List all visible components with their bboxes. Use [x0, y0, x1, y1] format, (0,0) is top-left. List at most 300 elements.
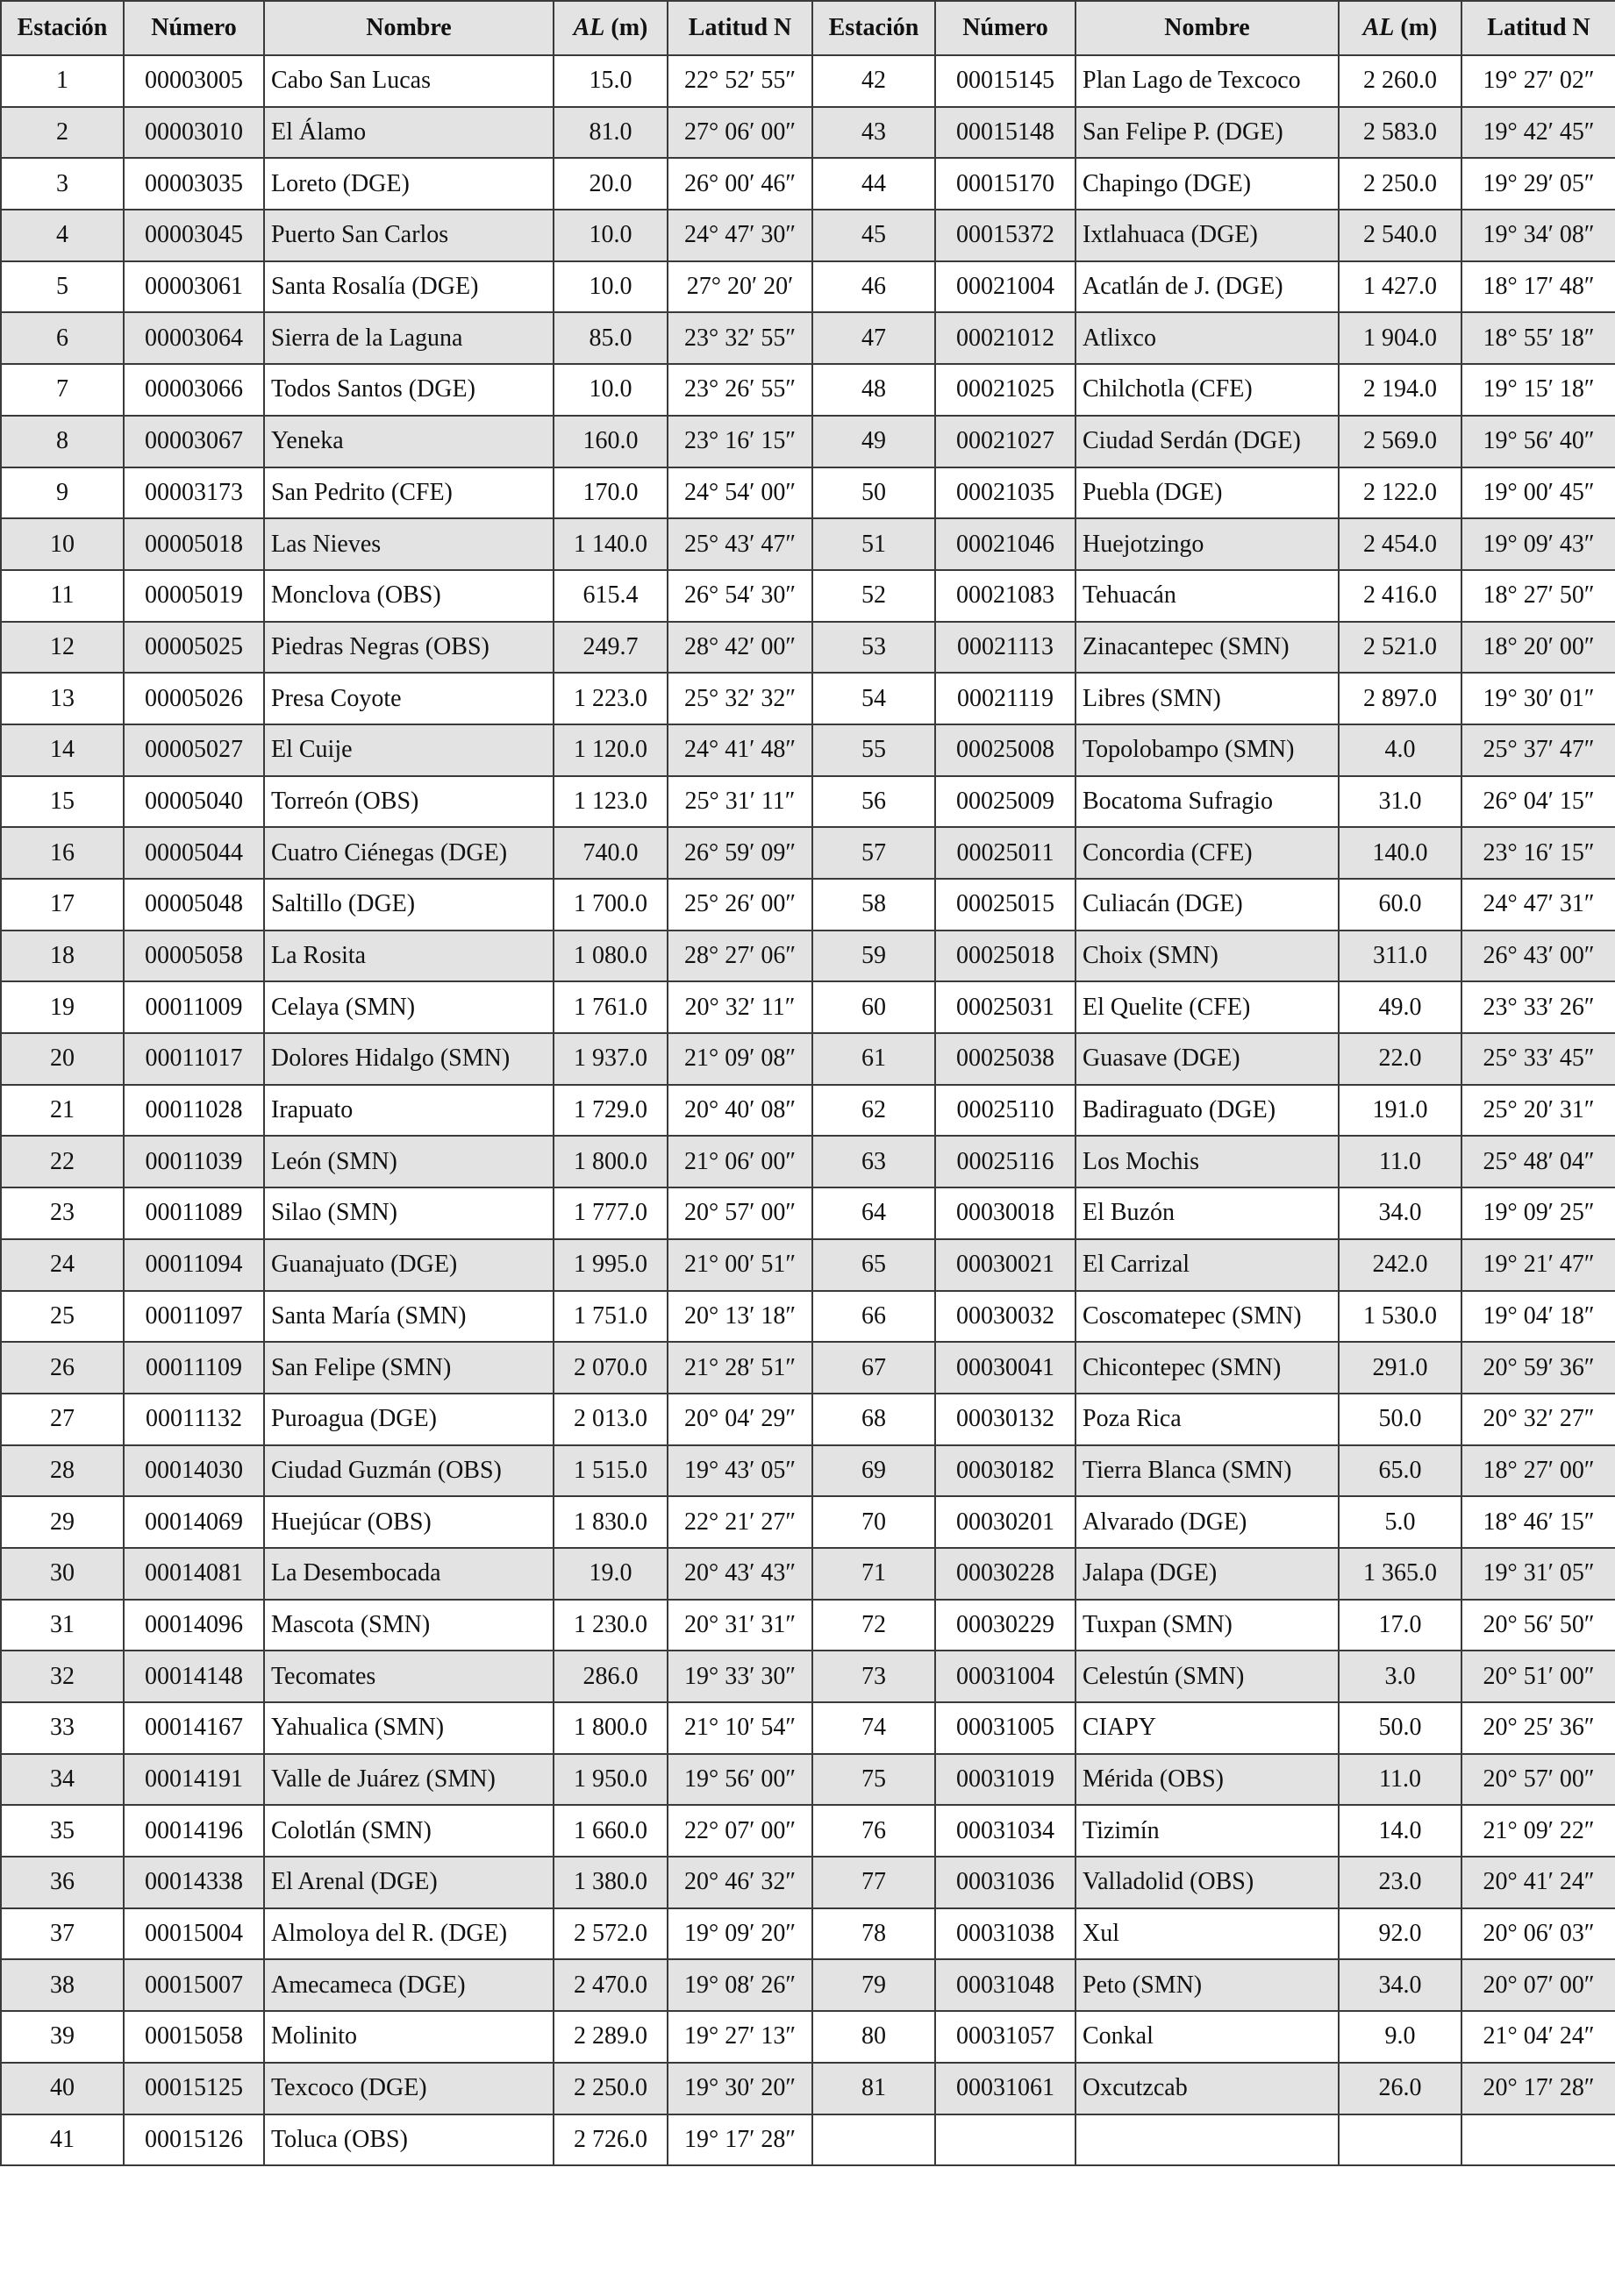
left-estacion-cell: 17 [1, 879, 124, 931]
left-numero-cell: 00014030 [124, 1445, 264, 1497]
left-nombre-cell: Torreón (OBS) [264, 776, 554, 828]
left-nombre-cell: La Desembocada [264, 1548, 554, 1600]
right-estacion-cell: 64 [812, 1187, 935, 1239]
left-altitude-cell: 1 830.0 [554, 1496, 668, 1548]
right-altitude-cell: 291.0 [1339, 1342, 1461, 1394]
right-nombre-cell: Huejotzingo [1075, 518, 1339, 570]
left-numero-cell: 00011039 [124, 1136, 264, 1187]
left-altitude-cell: 2 289.0 [554, 2011, 668, 2063]
left-nombre-cell: Yeneka [264, 416, 554, 467]
table-row [1, 416, 1615, 467]
right-numero-cell: 00025018 [935, 931, 1075, 982]
right-estacion-cell: 55 [812, 724, 935, 776]
right-nombre-cell: Zinacantepec (SMN) [1075, 622, 1339, 674]
right-numero-cell: 00031061 [935, 2063, 1075, 2114]
left-estacion-cell: 16 [1, 827, 124, 879]
left-latitud-cell: 19° 08′ 26″ [668, 1959, 812, 2011]
right-nombre-cell: El Quelite (CFE) [1075, 981, 1339, 1033]
table-row [1, 2114, 1615, 2166]
left-estacion-cell: 28 [1, 1445, 124, 1497]
left-latitud-cell: 19° 30′ 20″ [668, 2063, 812, 2114]
right-estacion-cell: 50 [812, 467, 935, 519]
left-nombre-cell: Guanajuato (DGE) [264, 1239, 554, 1291]
right-estacion-cell: 76 [812, 1805, 935, 1857]
right-altitude-cell: 2 521.0 [1339, 622, 1461, 674]
table-row [1, 622, 1615, 674]
table-row [1, 1342, 1615, 1394]
right-estacion-cell: 44 [812, 158, 935, 210]
right-nombre-cell: Chapingo (DGE) [1075, 158, 1339, 210]
left-numero-cell: 00003005 [124, 55, 264, 107]
right-latitud-cell: 23° 16′ 15″ [1461, 827, 1615, 879]
right-nombre-cell: Ixtlahuaca (DGE) [1075, 210, 1339, 261]
right-altitude-cell: 34.0 [1339, 1959, 1461, 2011]
right-numero-cell: 00030228 [935, 1548, 1075, 1600]
right-nombre-cell: El Buzón [1075, 1187, 1339, 1239]
left-latitud-cell: 23° 16′ 15″ [668, 416, 812, 467]
right-nombre-cell: Libres (SMN) [1075, 673, 1339, 724]
left-altitude-cell: 1 729.0 [554, 1085, 668, 1137]
left-latitud-cell: 20° 04′ 29″ [668, 1394, 812, 1445]
right-estacion-cell: 53 [812, 622, 935, 674]
left-numero-cell: 00015126 [124, 2114, 264, 2166]
right-estacion-cell: 51 [812, 518, 935, 570]
right-latitud-cell: 20° 06′ 03″ [1461, 1908, 1615, 1960]
right-nombre-cell: Oxcutzcab [1075, 2063, 1339, 2114]
left-latitud-cell: 19° 17′ 28″ [668, 2114, 812, 2166]
header-nombre: Nombre [264, 1, 554, 55]
right-estacion-cell: 46 [812, 261, 935, 313]
left-altitude-cell: 2 250.0 [554, 2063, 668, 2114]
right-altitude-cell: 1 427.0 [1339, 261, 1461, 313]
table-row [1, 210, 1615, 261]
left-altitude-cell: 1 995.0 [554, 1239, 668, 1291]
right-estacion-cell: 54 [812, 673, 935, 724]
left-nombre-cell: Santa María (SMN) [264, 1291, 554, 1343]
right-altitude-cell: 22.0 [1339, 1033, 1461, 1085]
table-header [1, 1, 1615, 55]
left-altitude-cell: 1 751.0 [554, 1291, 668, 1343]
left-latitud-cell: 21° 28′ 51″ [668, 1342, 812, 1394]
left-latitud-cell: 25° 32′ 32″ [668, 673, 812, 724]
left-nombre-cell: Silao (SMN) [264, 1187, 554, 1239]
right-nombre-cell: Culiacán (DGE) [1075, 879, 1339, 931]
left-nombre-cell: Monclova (OBS) [264, 570, 554, 622]
left-nombre-cell: Mascota (SMN) [264, 1600, 554, 1651]
right-nombre-cell: Puebla (DGE) [1075, 467, 1339, 519]
right-numero-cell: 00030182 [935, 1445, 1075, 1497]
table-row [1, 1136, 1615, 1187]
left-altitude-cell: 20.0 [554, 158, 668, 210]
table-row [1, 158, 1615, 210]
left-latitud-cell: 24° 54′ 00″ [668, 467, 812, 519]
right-latitud-cell: 18° 17′ 48″ [1461, 261, 1615, 313]
left-nombre-cell: Cuatro Ciénegas (DGE) [264, 827, 554, 879]
left-altitude-cell: 1 700.0 [554, 879, 668, 931]
left-numero-cell: 00005058 [124, 931, 264, 982]
table-row [1, 1033, 1615, 1085]
right-nombre-cell: Coscomatepec (SMN) [1075, 1291, 1339, 1343]
right-numero-cell: 00030201 [935, 1496, 1075, 1548]
right-altitude-cell: 242.0 [1339, 1239, 1461, 1291]
left-latitud-cell: 28° 42′ 00″ [668, 622, 812, 674]
left-nombre-cell: Saltillo (DGE) [264, 879, 554, 931]
left-latitud-cell: 23° 32′ 55″ [668, 312, 812, 364]
table-row [1, 1239, 1615, 1291]
right-latitud-cell: 19° 00′ 45″ [1461, 467, 1615, 519]
right-latitud-cell: 18° 46′ 15″ [1461, 1496, 1615, 1548]
table-body [1, 55, 1615, 2165]
left-nombre-cell: El Álamo [264, 107, 554, 159]
left-estacion-cell: 14 [1, 724, 124, 776]
right-altitude-cell: 11.0 [1339, 1136, 1461, 1187]
left-latitud-cell: 26° 54′ 30″ [668, 570, 812, 622]
right-estacion-cell: 58 [812, 879, 935, 931]
right-latitud-cell: 19° 09′ 43″ [1461, 518, 1615, 570]
left-latitud-cell: 22° 21′ 27″ [668, 1496, 812, 1548]
left-estacion-cell: 35 [1, 1805, 124, 1857]
right-altitude-cell: 3.0 [1339, 1651, 1461, 1702]
left-estacion-cell: 37 [1, 1908, 124, 1960]
left-numero-cell: 00005048 [124, 879, 264, 931]
left-altitude-cell: 85.0 [554, 312, 668, 364]
left-nombre-cell: Valle de Juárez (SMN) [264, 1754, 554, 1806]
left-estacion-cell: 38 [1, 1959, 124, 2011]
table-row [1, 1187, 1615, 1239]
left-altitude-cell: 1 937.0 [554, 1033, 668, 1085]
left-estacion-cell: 6 [1, 312, 124, 364]
right-nombre-cell: Alvarado (DGE) [1075, 1496, 1339, 1548]
left-altitude-cell: 615.4 [554, 570, 668, 622]
left-estacion-cell: 22 [1, 1136, 124, 1187]
right-numero-cell: 00025008 [935, 724, 1075, 776]
left-estacion-cell: 5 [1, 261, 124, 313]
left-nombre-cell: Irapuato [264, 1085, 554, 1137]
left-altitude-cell: 1 223.0 [554, 673, 668, 724]
right-estacion-cell: 79 [812, 1959, 935, 2011]
right-altitude-cell: 1 365.0 [1339, 1548, 1461, 1600]
left-altitude-cell: 10.0 [554, 261, 668, 313]
right-numero-cell: 00015145 [935, 55, 1075, 107]
table-row [1, 981, 1615, 1033]
right-altitude-cell: 2 897.0 [1339, 673, 1461, 724]
table-row [1, 312, 1615, 364]
header-estacion: Estación [812, 1, 935, 55]
left-altitude-cell: 1 080.0 [554, 931, 668, 982]
left-altitude-cell: 2 070.0 [554, 1342, 668, 1394]
right-altitude-cell: 311.0 [1339, 931, 1461, 982]
left-altitude-cell: 740.0 [554, 827, 668, 879]
left-altitude-cell: 1 800.0 [554, 1702, 668, 1754]
left-nombre-cell: Texcoco (DGE) [264, 2063, 554, 2114]
right-estacion-cell: 78 [812, 1908, 935, 1960]
left-numero-cell: 00003067 [124, 416, 264, 467]
left-altitude-cell: 10.0 [554, 364, 668, 416]
right-nombre-cell: Chilchotla (CFE) [1075, 364, 1339, 416]
right-numero-cell: 00031057 [935, 2011, 1075, 2063]
left-latitud-cell: 22° 52′ 55″ [668, 55, 812, 107]
right-nombre-cell: Guasave (DGE) [1075, 1033, 1339, 1085]
right-altitude-cell: 50.0 [1339, 1702, 1461, 1754]
left-altitude-cell: 19.0 [554, 1548, 668, 1600]
right-latitud-cell: 19° 29′ 05″ [1461, 158, 1615, 210]
left-altitude-cell: 249.7 [554, 622, 668, 674]
right-altitude-cell: 65.0 [1339, 1445, 1461, 1497]
right-numero-cell: 00021004 [935, 261, 1075, 313]
right-estacion-cell: 62 [812, 1085, 935, 1137]
left-estacion-cell: 41 [1, 2114, 124, 2166]
left-altitude-cell: 1 380.0 [554, 1857, 668, 1908]
right-numero-cell: 00025031 [935, 981, 1075, 1033]
left-numero-cell: 00011094 [124, 1239, 264, 1291]
table-row [1, 1394, 1615, 1445]
left-nombre-cell: Todos Santos (DGE) [264, 364, 554, 416]
right-estacion-cell: 71 [812, 1548, 935, 1600]
right-latitud-cell: 25° 33′ 45″ [1461, 1033, 1615, 1085]
header-altitude-var: AL [1362, 14, 1395, 41]
right-estacion-cell: 45 [812, 210, 935, 261]
right-altitude-cell: 2 250.0 [1339, 158, 1461, 210]
right-numero-cell: 00025011 [935, 827, 1075, 879]
left-nombre-cell: Loreto (DGE) [264, 158, 554, 210]
left-numero-cell: 00005018 [124, 518, 264, 570]
right-latitud-cell: 19° 27′ 02″ [1461, 55, 1615, 107]
right-altitude-cell: 14.0 [1339, 1805, 1461, 1857]
header-row [1, 1, 1615, 55]
left-numero-cell: 00014081 [124, 1548, 264, 1600]
right-estacion-cell: 75 [812, 1754, 935, 1806]
left-numero-cell: 00003064 [124, 312, 264, 364]
left-altitude-cell: 170.0 [554, 467, 668, 519]
right-latitud-cell [1461, 2114, 1615, 2166]
right-nombre-cell: Peto (SMN) [1075, 1959, 1339, 2011]
right-latitud-cell: 26° 04′ 15″ [1461, 776, 1615, 828]
right-latitud-cell: 21° 04′ 24″ [1461, 2011, 1615, 2063]
left-estacion-cell: 2 [1, 107, 124, 159]
left-latitud-cell: 27° 06′ 00″ [668, 107, 812, 159]
right-numero-cell: 00021027 [935, 416, 1075, 467]
right-nombre-cell: CIAPY [1075, 1702, 1339, 1754]
right-altitude-cell: 60.0 [1339, 879, 1461, 931]
right-latitud-cell: 20° 07′ 00″ [1461, 1959, 1615, 2011]
right-altitude-cell: 2 416.0 [1339, 570, 1461, 622]
left-nombre-cell: Toluca (OBS) [264, 2114, 554, 2166]
right-estacion-cell [812, 2114, 935, 2166]
right-latitud-cell: 19° 42′ 45″ [1461, 107, 1615, 159]
header-latitud: Latitud N [1461, 1, 1615, 55]
right-altitude-cell: 50.0 [1339, 1394, 1461, 1445]
left-altitude-cell: 1 761.0 [554, 981, 668, 1033]
right-latitud-cell: 23° 33′ 26″ [1461, 981, 1615, 1033]
right-numero-cell: 00031019 [935, 1754, 1075, 1806]
right-nombre-cell: Plan Lago de Texcoco [1075, 55, 1339, 107]
left-estacion-cell: 7 [1, 364, 124, 416]
right-nombre-cell: Ciudad Serdán (DGE) [1075, 416, 1339, 467]
left-nombre-cell: Puerto San Carlos [264, 210, 554, 261]
left-altitude-cell: 1 777.0 [554, 1187, 668, 1239]
right-latitud-cell: 19° 21′ 47″ [1461, 1239, 1615, 1291]
left-altitude-cell: 1 120.0 [554, 724, 668, 776]
left-estacion-cell: 25 [1, 1291, 124, 1343]
right-numero-cell: 00030041 [935, 1342, 1075, 1394]
left-latitud-cell: 26° 00′ 46″ [668, 158, 812, 210]
left-nombre-cell: Las Nieves [264, 518, 554, 570]
right-latitud-cell: 18° 20′ 00″ [1461, 622, 1615, 674]
left-nombre-cell: Almoloya del R. (DGE) [264, 1908, 554, 1960]
right-numero-cell: 00025009 [935, 776, 1075, 828]
left-numero-cell: 00014167 [124, 1702, 264, 1754]
right-numero-cell: 00021083 [935, 570, 1075, 622]
left-latitud-cell: 20° 13′ 18″ [668, 1291, 812, 1343]
right-altitude-cell: 26.0 [1339, 2063, 1461, 2114]
left-numero-cell: 00015004 [124, 1908, 264, 1960]
right-latitud-cell: 19° 34′ 08″ [1461, 210, 1615, 261]
header-altitude-unit: (m) [1400, 14, 1438, 41]
left-numero-cell: 00003066 [124, 364, 264, 416]
right-numero-cell: 00031048 [935, 1959, 1075, 2011]
right-latitud-cell: 20° 41′ 24″ [1461, 1857, 1615, 1908]
left-estacion-cell: 39 [1, 2011, 124, 2063]
right-altitude-cell: 23.0 [1339, 1857, 1461, 1908]
table-row [1, 1857, 1615, 1908]
right-nombre-cell: Tizimín [1075, 1805, 1339, 1857]
right-estacion-cell: 47 [812, 312, 935, 364]
left-estacion-cell: 32 [1, 1651, 124, 1702]
table-row [1, 2011, 1615, 2063]
right-latitud-cell: 20° 57′ 00″ [1461, 1754, 1615, 1806]
right-altitude-cell: 17.0 [1339, 1600, 1461, 1651]
right-estacion-cell: 63 [812, 1136, 935, 1187]
right-estacion-cell: 77 [812, 1857, 935, 1908]
left-numero-cell: 00003035 [124, 158, 264, 210]
left-nombre-cell: El Arenal (DGE) [264, 1857, 554, 1908]
right-numero-cell: 00021012 [935, 312, 1075, 364]
header-numero: Número [935, 1, 1075, 55]
right-estacion-cell: 73 [812, 1651, 935, 1702]
right-latitud-cell: 24° 47′ 31″ [1461, 879, 1615, 931]
right-latitud-cell: 25° 48′ 04″ [1461, 1136, 1615, 1187]
left-altitude-cell: 286.0 [554, 1651, 668, 1702]
table-row [1, 1908, 1615, 1960]
left-numero-cell: 00003173 [124, 467, 264, 519]
right-altitude-cell: 2 454.0 [1339, 518, 1461, 570]
right-nombre-cell: Conkal [1075, 2011, 1339, 2063]
left-estacion-cell: 13 [1, 673, 124, 724]
right-latitud-cell: 18° 55′ 18″ [1461, 312, 1615, 364]
left-estacion-cell: 29 [1, 1496, 124, 1548]
left-estacion-cell: 21 [1, 1085, 124, 1137]
right-nombre-cell: Tuxpan (SMN) [1075, 1600, 1339, 1651]
right-numero-cell: 00015170 [935, 158, 1075, 210]
left-estacion-cell: 3 [1, 158, 124, 210]
left-estacion-cell: 24 [1, 1239, 124, 1291]
left-estacion-cell: 27 [1, 1394, 124, 1445]
left-estacion-cell: 26 [1, 1342, 124, 1394]
right-latitud-cell: 25° 20′ 31″ [1461, 1085, 1615, 1137]
right-nombre-cell: Poza Rica [1075, 1394, 1339, 1445]
right-numero-cell: 00025038 [935, 1033, 1075, 1085]
header-altitude [1339, 1, 1461, 55]
right-nombre-cell: Mérida (OBS) [1075, 1754, 1339, 1806]
right-altitude-cell: 49.0 [1339, 981, 1461, 1033]
left-latitud-cell: 20° 31′ 31″ [668, 1600, 812, 1651]
header-altitude-unit: (m) [611, 14, 648, 41]
left-estacion-cell: 34 [1, 1754, 124, 1806]
table-row [1, 107, 1615, 159]
left-altitude-cell: 1 800.0 [554, 1136, 668, 1187]
left-altitude-cell: 2 013.0 [554, 1394, 668, 1445]
left-nombre-cell: San Felipe (SMN) [264, 1342, 554, 1394]
left-latitud-cell: 27° 20′ 20′ [668, 261, 812, 313]
right-latitud-cell: 20° 25′ 36″ [1461, 1702, 1615, 1754]
left-latitud-cell: 24° 47′ 30″ [668, 210, 812, 261]
table-row [1, 55, 1615, 107]
left-nombre-cell: San Pedrito (CFE) [264, 467, 554, 519]
right-altitude-cell: 31.0 [1339, 776, 1461, 828]
left-latitud-cell: 20° 43′ 43″ [668, 1548, 812, 1600]
left-numero-cell: 00014069 [124, 1496, 264, 1548]
header-altitude-var: AL [573, 14, 605, 41]
right-numero-cell: 00031004 [935, 1651, 1075, 1702]
right-nombre-cell: Celestún (SMN) [1075, 1651, 1339, 1702]
left-latitud-cell: 21° 00′ 51″ [668, 1239, 812, 1291]
right-altitude-cell: 2 194.0 [1339, 364, 1461, 416]
right-nombre-cell: Tierra Blanca (SMN) [1075, 1445, 1339, 1497]
left-estacion-cell: 9 [1, 467, 124, 519]
right-latitud-cell: 19° 04′ 18″ [1461, 1291, 1615, 1343]
left-altitude-cell: 15.0 [554, 55, 668, 107]
table-row [1, 1805, 1615, 1857]
left-altitude-cell: 1 950.0 [554, 1754, 668, 1806]
right-numero-cell: 00031036 [935, 1857, 1075, 1908]
table-row [1, 827, 1615, 879]
left-estacion-cell: 8 [1, 416, 124, 467]
left-estacion-cell: 1 [1, 55, 124, 107]
right-nombre-cell: Valladolid (OBS) [1075, 1857, 1339, 1908]
left-altitude-cell: 81.0 [554, 107, 668, 159]
left-altitude-cell: 1 660.0 [554, 1805, 668, 1857]
right-altitude-cell: 5.0 [1339, 1496, 1461, 1548]
left-estacion-cell: 40 [1, 2063, 124, 2114]
left-latitud-cell: 19° 27′ 13″ [668, 2011, 812, 2063]
table-row [1, 1600, 1615, 1651]
left-nombre-cell: Yahualica (SMN) [264, 1702, 554, 1754]
left-nombre-cell: Amecameca (DGE) [264, 1959, 554, 2011]
right-estacion-cell: 80 [812, 2011, 935, 2063]
header-numero: Número [124, 1, 264, 55]
right-latitud-cell: 19° 09′ 25″ [1461, 1187, 1615, 1239]
left-nombre-cell: Sierra de la Laguna [264, 312, 554, 364]
left-estacion-cell: 33 [1, 1702, 124, 1754]
table-row [1, 1291, 1615, 1343]
right-numero-cell: 00025116 [935, 1136, 1075, 1187]
left-numero-cell: 00015058 [124, 2011, 264, 2063]
left-numero-cell: 00014096 [124, 1600, 264, 1651]
left-estacion-cell: 30 [1, 1548, 124, 1600]
right-estacion-cell: 65 [812, 1239, 935, 1291]
table-row [1, 467, 1615, 519]
table-row [1, 1496, 1615, 1548]
left-nombre-cell: Santa Rosalía (DGE) [264, 261, 554, 313]
left-numero-cell: 00011097 [124, 1291, 264, 1343]
table-row [1, 518, 1615, 570]
left-numero-cell: 00011089 [124, 1187, 264, 1239]
left-latitud-cell: 21° 10′ 54″ [668, 1702, 812, 1754]
left-altitude-cell: 10.0 [554, 210, 668, 261]
right-numero-cell: 00025015 [935, 879, 1075, 931]
left-latitud-cell: 28° 27′ 06″ [668, 931, 812, 982]
left-numero-cell: 00005040 [124, 776, 264, 828]
